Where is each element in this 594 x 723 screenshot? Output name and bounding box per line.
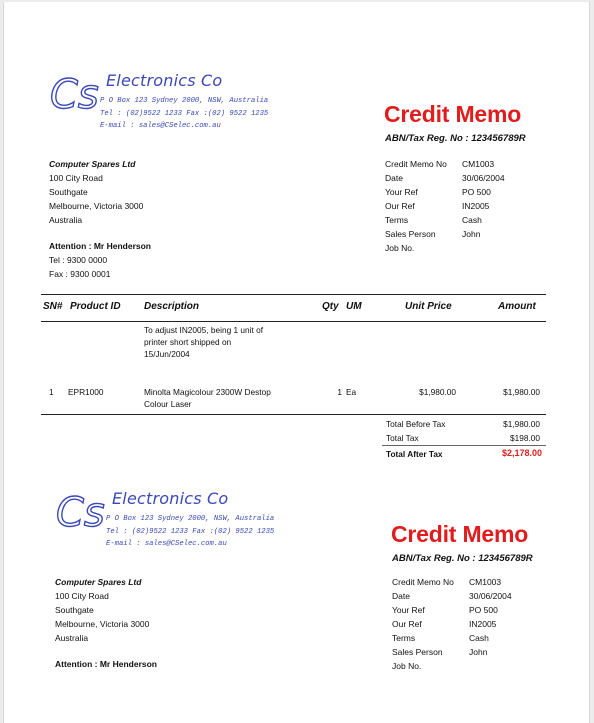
total-after-tax-value: $2,178.00 xyxy=(501,448,542,458)
memo-info-row xyxy=(385,199,505,213)
company-logo xyxy=(56,486,316,556)
customer-attention: Attention : Mr Henderson xyxy=(49,241,151,251)
memo-info-label: Job No. xyxy=(392,661,422,671)
customer-attention: Attention : Mr Henderson xyxy=(55,659,157,669)
memo-info-value: John xyxy=(469,647,488,657)
memo-info-value: 30/06/2004 xyxy=(469,591,512,601)
item-sn: 1 xyxy=(49,387,54,397)
memo-info-row xyxy=(385,185,505,199)
company-email: E-mail : sales@CSelec.com.au xyxy=(100,122,221,131)
company-phone-fax: Tel : (02)9522 1233 Fax :(02) 9522 1235 xyxy=(100,109,269,118)
memo-info-row xyxy=(392,617,512,631)
total-before-tax-value: $1,980.00 xyxy=(503,419,540,429)
customer-name: Computer Spares Ltd xyxy=(55,577,142,587)
memo-info-label: Credit Memo No xyxy=(392,577,454,587)
company-name: Electronics Co xyxy=(112,489,229,508)
company-address xyxy=(106,513,274,551)
document-title: Credit Memo xyxy=(384,101,522,127)
item-description-line: Colour Laser xyxy=(144,399,192,409)
company-email: E-mail : sales@CSelec.com.au xyxy=(106,540,227,549)
memo-info-row xyxy=(392,589,512,603)
company-phone-fax: Tel : (02)9522 1233 Fax :(02) 9522 1235 xyxy=(106,527,275,536)
document-title: Credit Memo xyxy=(391,521,529,547)
memo-info-row xyxy=(392,603,512,617)
company-address xyxy=(100,95,268,133)
memo-info-row xyxy=(385,227,505,241)
logo-letters: Cs xyxy=(56,490,105,536)
memo-info-value: IN2005 xyxy=(462,201,490,211)
abn-number: ABN/Tax Reg. No : 123456789R xyxy=(392,553,533,564)
memo-info-label: Our Ref xyxy=(392,619,422,629)
item-amount: $1,980.00 xyxy=(503,387,540,397)
memo-info-row xyxy=(385,171,505,185)
memo-info-value: PO 500 xyxy=(469,605,498,615)
item-unit-price: $1,980.00 xyxy=(419,387,456,397)
memo-info-label: Credit Memo No xyxy=(385,159,447,169)
customer-address-2: Southgate xyxy=(49,187,88,197)
abn-number: ABN/Tax Reg. No : 123456789R xyxy=(385,133,526,144)
customer-address-3: Melbourne, Victoria 3000 xyxy=(49,201,144,211)
logo-letters: Cs xyxy=(50,72,99,118)
memo-info-label: Our Ref xyxy=(385,201,415,211)
customer-country: Australia xyxy=(55,633,89,643)
memo-info-label: Your Ref xyxy=(392,605,425,615)
memo-info-row xyxy=(392,575,512,589)
memo-info xyxy=(385,157,505,255)
col-header-qty: Qty xyxy=(322,301,339,312)
col-header-unit-price: Unit Price xyxy=(405,301,452,312)
customer-fax: Fax : 9300 0001 xyxy=(49,269,111,279)
item-product: EPR1000 xyxy=(68,387,104,397)
table-top-rule xyxy=(41,294,546,295)
item-description xyxy=(144,386,271,410)
customer-country: Australia xyxy=(49,215,83,225)
total-tax-label: Total Tax xyxy=(386,433,419,443)
memo-info-value: PO 500 xyxy=(462,187,491,197)
total-tax-value: $198.00 xyxy=(510,433,540,443)
col-header-um: UM xyxy=(346,301,362,312)
item-description-line: Minolta Magicolour 2300W Destop xyxy=(144,387,271,397)
memo-info-value: 30/06/2004 xyxy=(462,173,505,183)
memo-info-row xyxy=(392,659,512,673)
note-line: To adjust IN2005, being 1 unit of xyxy=(144,325,264,335)
customer-address-2: Southgate xyxy=(55,605,94,615)
table-header-rule xyxy=(41,321,546,322)
memo-info xyxy=(392,575,512,673)
memo-info-label: Terms xyxy=(392,633,416,643)
note-line: 15/Jun/2004 xyxy=(144,349,190,359)
memo-info-value: CM1003 xyxy=(469,577,502,587)
memo-info-label: Terms xyxy=(385,215,409,225)
memo-info-value: Cash xyxy=(462,215,482,225)
totals-rule xyxy=(382,445,546,446)
memo-info-value: Cash xyxy=(469,633,489,643)
company-name: Electronics Co xyxy=(106,71,223,90)
customer-address-1: 100 City Road xyxy=(49,173,103,183)
memo-info-row xyxy=(392,645,512,659)
memo-info-row xyxy=(385,213,505,227)
total-before-tax-label: Total Before Tax xyxy=(386,419,446,429)
memo-info-value: CM1003 xyxy=(462,159,495,169)
memo-info-value: John xyxy=(462,229,481,239)
total-after-tax-label: Total After Tax xyxy=(386,449,443,459)
customer-address-3: Melbourne, Victoria 3000 xyxy=(55,619,150,629)
customer-tel: Tel : 9300 0000 xyxy=(49,255,108,265)
memo-info-label: Sales Person xyxy=(392,647,443,657)
memo-info-label: Date xyxy=(385,173,403,183)
col-header-sn: SN# xyxy=(43,301,63,312)
col-header-product: Product ID xyxy=(70,301,121,312)
customer-name: Computer Spares Ltd xyxy=(49,159,136,169)
item-um: Ea xyxy=(346,387,357,397)
company-address-line: P O Box 123 Sydney 2000, NSW, Australia xyxy=(100,97,269,105)
memo-info-row xyxy=(385,241,505,255)
col-header-description: Description xyxy=(144,301,200,312)
note-text xyxy=(144,324,263,360)
customer-block xyxy=(55,575,157,671)
memo-info-label: Job No. xyxy=(385,243,415,253)
memo-info-label: Sales Person xyxy=(385,229,436,239)
memo-info-row xyxy=(385,157,505,171)
document-page xyxy=(3,2,590,723)
customer-address-1: 100 City Road xyxy=(55,591,109,601)
table-bottom-rule xyxy=(41,414,546,415)
note-line: printer short shipped on xyxy=(144,337,232,347)
customer-block xyxy=(49,157,151,281)
memo-info-row xyxy=(392,631,512,645)
company-address-line: P O Box 123 Sydney 2000, NSW, Australia xyxy=(106,515,275,523)
memo-info-value: IN2005 xyxy=(469,619,497,629)
memo-info-label: Your Ref xyxy=(385,187,418,197)
col-header-amount: Amount xyxy=(498,301,536,312)
memo-info-label: Date xyxy=(392,591,410,601)
company-logo xyxy=(50,68,310,138)
item-qty: 1 xyxy=(337,387,342,397)
